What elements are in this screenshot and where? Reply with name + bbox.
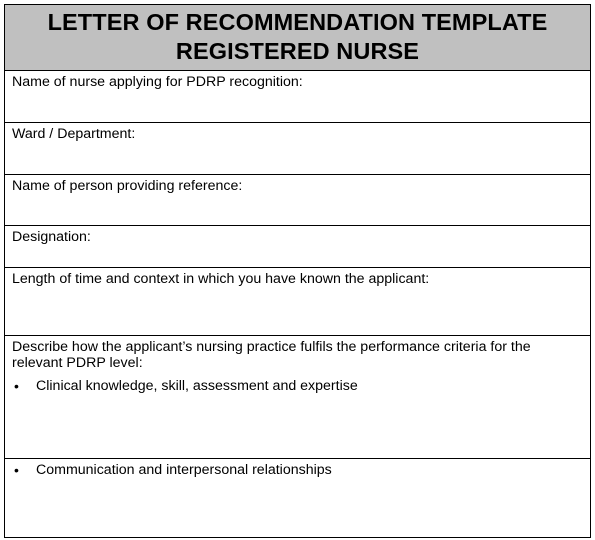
designation-label: Designation: xyxy=(12,229,91,245)
length-of-time-label: Length of time and context in which you have known the applicant: xyxy=(12,271,430,287)
criteria-item-communication-label: Communication and interpersonal relationships xyxy=(36,462,332,478)
ward-department-field[interactable] xyxy=(5,123,590,175)
practice-description-label: Describe how the applicant’s nursing practice fulfils the performance criteria for the relevant PDRP level: xyxy=(12,339,531,371)
referee-name-field[interactable] xyxy=(5,175,590,226)
recommendation-form xyxy=(4,4,591,538)
criteria-item-clinical-label: Clinical knowledge, skill, assessment and expertise xyxy=(36,378,358,394)
bullet-icon: • xyxy=(14,462,19,478)
length-of-time-field[interactable] xyxy=(5,268,590,336)
criteria-item-clinical xyxy=(12,378,583,394)
referee-name-label: Name of person providing reference: xyxy=(12,178,243,194)
form-title-line-1: LETTER OF RECOMMENDATION TEMPLATE xyxy=(47,9,548,35)
form-header xyxy=(5,5,590,71)
designation-field[interactable] xyxy=(5,226,590,268)
criteria-communication-field[interactable] xyxy=(5,459,590,538)
nurse-name-field[interactable] xyxy=(5,71,590,123)
practice-description-field[interactable] xyxy=(5,336,590,459)
nurse-name-label: Name of nurse applying for PDRP recognition: xyxy=(12,74,303,90)
ward-department-label: Ward / Department: xyxy=(12,126,136,142)
bullet-icon: • xyxy=(14,378,19,394)
criteria-item-communication xyxy=(12,462,583,478)
form-title-line-2: REGISTERED NURSE xyxy=(175,38,420,64)
